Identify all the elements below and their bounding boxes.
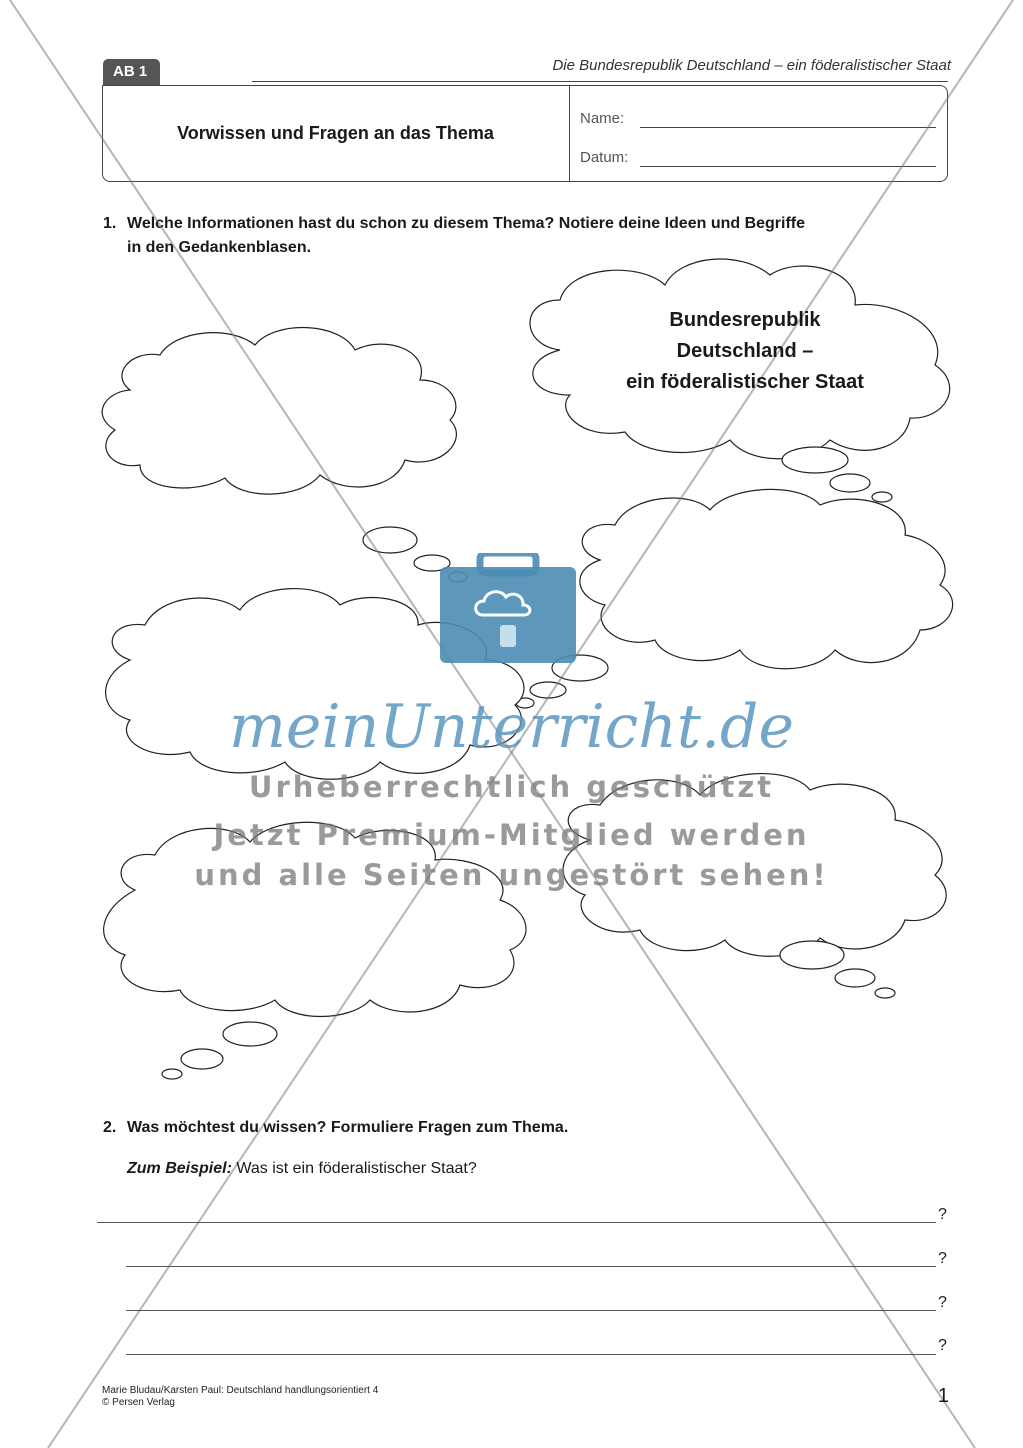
thought-bubble-dot: [363, 527, 417, 553]
watermark-brand: meinUnterricht.de: [229, 692, 794, 762]
central-cloud-line1: Bundesrepublik: [669, 309, 821, 331]
task-2: [103, 1116, 568, 1140]
central-cloud-line3: ein föderalistischer Staat: [626, 371, 864, 393]
answer-qmark-2: ?: [938, 1250, 947, 1267]
thought-bubble-dot: [875, 988, 895, 998]
thought-cloud: [580, 489, 953, 668]
thought-bubble-dot: [181, 1049, 223, 1069]
thought-bubble-dot: [782, 447, 848, 473]
answer-line-2[interactable]: [126, 1266, 936, 1267]
task-1-line2: in den Gedankenblasen.: [127, 239, 312, 256]
series-title: Die Bundesrepublik Deutschland – ein föderalistischer Staat: [552, 57, 951, 74]
answer-line-1[interactable]: [97, 1222, 936, 1223]
thought-bubble-dot: [835, 969, 875, 987]
watermark-briefcase-icon: [438, 553, 578, 665]
page-number: 1: [937, 1385, 949, 1407]
sheet-title: Vorwissen und Fragen an das Thema: [177, 123, 494, 143]
worksheet-badge: AB 1: [103, 59, 160, 85]
central-cloud-line2: Deutschland –: [676, 340, 814, 362]
answer-line-3[interactable]: [126, 1310, 936, 1311]
example-text: Was ist ein föderalistischer Staat?: [231, 1160, 477, 1177]
task-1-number: 1.: [103, 215, 117, 232]
task-2-number: 2.: [103, 1119, 117, 1136]
task-2-text: Was möchtest du wissen? Formuliere Fragen zum Thema.: [127, 1119, 569, 1136]
example-question: [127, 1160, 477, 1178]
watermark-line1: Urheberrechtlich geschützt: [248, 770, 775, 804]
thought-bubble-dot: [830, 474, 870, 492]
task-1-line1: Welche Informationen hast du schon zu diesem Thema? Notiere deine Ideen und Begriffe: [127, 215, 806, 232]
answer-qmark-1: ?: [938, 1206, 947, 1223]
thought-bubble-dot: [872, 492, 892, 502]
answer-line-4[interactable]: [126, 1354, 936, 1355]
name-label: Name:: [580, 110, 625, 127]
thought-cloud: [102, 328, 456, 495]
date-label: Datum:: [580, 149, 629, 166]
thought-bubble-dot: [780, 941, 844, 969]
example-label: Zum Beispiel:: [127, 1160, 232, 1177]
answer-qmark-3: ?: [938, 1294, 947, 1311]
answer-qmark-4: ?: [938, 1337, 947, 1354]
watermark-line2: Jetzt Premium-Mitglied werden: [213, 818, 810, 852]
central-cloud-text: [580, 305, 910, 398]
footer-line1: Marie Bludau/Karsten Paul: Deutschland handlungsorientiert 4: [102, 1385, 379, 1396]
footer-line2: © Persen Verlag: [102, 1397, 175, 1408]
thought-bubble-dot: [162, 1069, 182, 1079]
footer-credits: [102, 1385, 378, 1409]
thought-bubble-dot: [223, 1022, 277, 1046]
watermark-line3: und alle Seiten ungestört sehen!: [194, 858, 829, 892]
